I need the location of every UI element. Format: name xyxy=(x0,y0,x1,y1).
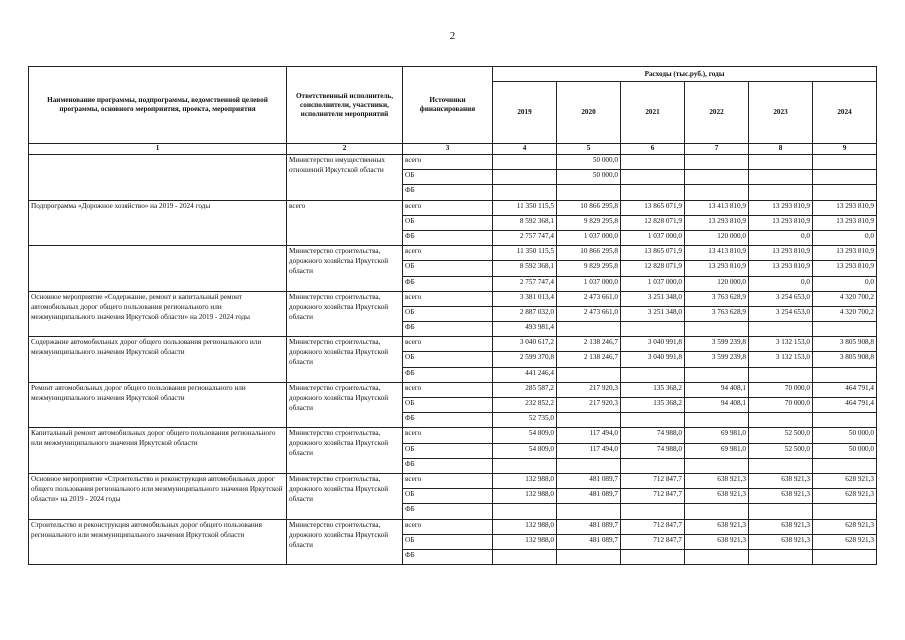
amount-cell: 69 981,0 xyxy=(685,443,749,458)
amount-cell: 3 251 348,0 xyxy=(621,291,685,306)
amount-cell xyxy=(621,170,685,185)
amount-cell: 1 037 000,0 xyxy=(621,276,685,291)
column-number: 1 xyxy=(29,144,287,155)
amount-cell: 3 599 239,8 xyxy=(685,337,749,352)
amount-cell: 135 368,2 xyxy=(621,398,685,413)
amount-cell: 441 246,4 xyxy=(493,367,557,382)
amount-cell xyxy=(685,413,749,428)
amount-cell: 481 089,7 xyxy=(557,473,621,488)
amount-cell: 74 988,0 xyxy=(621,428,685,443)
amount-cell: 117 494,0 xyxy=(557,443,621,458)
amount-cell: 217 920,3 xyxy=(557,398,621,413)
amount-cell: 70 000,0 xyxy=(749,382,813,397)
program-name-cell: Строительство и реконструкция автомобильных дорог общего пользования регионального или межмуниципального значения Иркутской области xyxy=(29,519,287,565)
amount-cell xyxy=(621,458,685,473)
column-number: 4 xyxy=(493,144,557,155)
source-cell: всего xyxy=(403,519,493,534)
column-number: 9 xyxy=(813,144,877,155)
amount-cell xyxy=(813,367,877,382)
table-row xyxy=(29,337,877,352)
amount-cell xyxy=(749,185,813,200)
amount-cell: 10 866 295,8 xyxy=(557,200,621,215)
source-cell: ОБ xyxy=(403,352,493,367)
amount-cell xyxy=(557,322,621,337)
source-cell: всего xyxy=(403,200,493,215)
table-row xyxy=(29,519,877,534)
header-year: 2020 xyxy=(557,82,621,144)
amount-cell xyxy=(557,367,621,382)
amount-cell: 13 413 810,9 xyxy=(685,200,749,215)
source-cell: ОБ xyxy=(403,215,493,230)
amount-cell: 13 293 810,9 xyxy=(813,215,877,230)
table-row xyxy=(29,155,877,170)
executor-cell: Министерство строительства, дорожного хозяйства Иркутской области xyxy=(287,519,403,565)
header-year: 2024 xyxy=(813,82,877,144)
amount-cell: 4 320 700,2 xyxy=(813,306,877,321)
amount-cell: 3 254 653,0 xyxy=(749,291,813,306)
amount-cell: 2 473 661,0 xyxy=(557,306,621,321)
amount-cell: 3 763 628,9 xyxy=(685,291,749,306)
amount-cell: 217 920,3 xyxy=(557,382,621,397)
amount-cell: 712 847,7 xyxy=(621,519,685,534)
program-name-cell: Капитальный ремонт автомобильных дорог общего пользования регионального или межмуниципального значения Иркутской области xyxy=(29,428,287,474)
amount-cell: 13 293 810,9 xyxy=(813,200,877,215)
program-name-cell xyxy=(29,246,287,292)
amount-cell: 1 037 000,0 xyxy=(557,276,621,291)
amount-cell: 135 368,2 xyxy=(621,382,685,397)
amount-cell: 13 293 810,9 xyxy=(813,246,877,261)
amount-cell: 628 921,3 xyxy=(813,519,877,534)
amount-cell: 628 921,3 xyxy=(813,489,877,504)
amount-cell xyxy=(493,458,557,473)
amount-cell xyxy=(621,367,685,382)
amount-cell: 13 293 810,9 xyxy=(749,215,813,230)
amount-cell: 132 988,0 xyxy=(493,519,557,534)
amount-cell: 52 500,0 xyxy=(749,443,813,458)
executor-cell: Министерство имущественных отношений Иркутской области xyxy=(287,155,403,201)
source-cell: ОБ xyxy=(403,261,493,276)
amount-cell: 285 587,2 xyxy=(493,382,557,397)
amount-cell: 2 138 246,7 xyxy=(557,352,621,367)
table-row xyxy=(29,473,877,488)
amount-cell xyxy=(621,413,685,428)
executor-cell: всего xyxy=(287,200,403,246)
amount-cell: 712 847,7 xyxy=(621,473,685,488)
amount-cell: 132 988,0 xyxy=(493,534,557,549)
amount-cell: 13 293 810,9 xyxy=(749,261,813,276)
budget-table xyxy=(28,66,877,565)
source-cell: всего xyxy=(403,246,493,261)
amount-cell: 13 293 810,9 xyxy=(749,200,813,215)
amount-cell: 3 805 908,8 xyxy=(813,337,877,352)
amount-cell: 2 887 032,0 xyxy=(493,306,557,321)
header-expenses: Расходы (тыс.руб.), годы xyxy=(493,67,877,82)
amount-cell: 54 809,0 xyxy=(493,428,557,443)
amount-cell xyxy=(749,458,813,473)
amount-cell: 69 981,0 xyxy=(685,428,749,443)
amount-cell xyxy=(685,322,749,337)
amount-cell: 0,0 xyxy=(813,230,877,245)
source-cell: ОБ xyxy=(403,398,493,413)
amount-cell xyxy=(813,458,877,473)
amount-cell: 70 000,0 xyxy=(749,398,813,413)
amount-cell: 712 847,7 xyxy=(621,534,685,549)
amount-cell: 132 988,0 xyxy=(493,489,557,504)
amount-cell: 13 293 810,9 xyxy=(813,261,877,276)
amount-cell: 3 599 239,8 xyxy=(685,352,749,367)
source-cell: ФБ xyxy=(403,276,493,291)
amount-cell: 3 763 628,9 xyxy=(685,306,749,321)
amount-cell: 628 921,3 xyxy=(813,534,877,549)
amount-cell xyxy=(685,549,749,564)
amount-cell: 3 040 991,8 xyxy=(621,352,685,367)
amount-cell: 50 000,0 xyxy=(557,170,621,185)
table-row xyxy=(29,246,877,261)
amount-cell xyxy=(621,185,685,200)
executor-cell: Министерство строительства, дорожного хозяйства Иркутской области xyxy=(287,428,403,474)
amount-cell xyxy=(749,367,813,382)
header-year: 2021 xyxy=(621,82,685,144)
amount-cell: 2 473 661,0 xyxy=(557,291,621,306)
amount-cell xyxy=(621,155,685,170)
program-name-cell xyxy=(29,155,287,201)
amount-cell xyxy=(749,155,813,170)
source-cell: ФБ xyxy=(403,230,493,245)
source-cell: всего xyxy=(403,382,493,397)
amount-cell xyxy=(685,367,749,382)
amount-cell: 94 408,1 xyxy=(685,398,749,413)
amount-cell: 3 132 153,0 xyxy=(749,337,813,352)
executor-cell: Министерство строительства, дорожного хозяйства Иркутской области xyxy=(287,246,403,292)
program-name-cell: Основное мероприятие «Строительство и реконструкция автомобильных дорог общего пользования регионального или межмуниципального значения Иркутской области» на 2019 - 2024 годы xyxy=(29,473,287,519)
amount-cell: 13 293 810,9 xyxy=(685,261,749,276)
amount-cell: 0,0 xyxy=(749,276,813,291)
amount-cell: 52 735,0 xyxy=(493,413,557,428)
source-cell: ФБ xyxy=(403,504,493,519)
amount-cell: 3 381 013,4 xyxy=(493,291,557,306)
column-number: 6 xyxy=(621,144,685,155)
amount-cell: 13 413 810,9 xyxy=(685,246,749,261)
table-row xyxy=(29,291,877,306)
amount-cell xyxy=(685,170,749,185)
amount-cell xyxy=(813,155,877,170)
source-cell: всего xyxy=(403,428,493,443)
amount-cell: 12 828 071,9 xyxy=(621,261,685,276)
amount-cell: 638 921,3 xyxy=(749,519,813,534)
amount-cell xyxy=(685,458,749,473)
source-cell: ОБ xyxy=(403,306,493,321)
source-cell: всего xyxy=(403,473,493,488)
source-cell: всего xyxy=(403,155,493,170)
amount-cell: 638 921,3 xyxy=(749,489,813,504)
amount-cell: 638 921,3 xyxy=(749,534,813,549)
amount-cell: 2 757 747,4 xyxy=(493,230,557,245)
amount-cell xyxy=(685,185,749,200)
program-name-cell: Ремонт автомобильных дорог общего пользования регионального или межмуниципального значения Иркутской области xyxy=(29,382,287,428)
amount-cell: 50 000,0 xyxy=(813,443,877,458)
column-number: 3 xyxy=(403,144,493,155)
header-executor: Ответственный исполнитель, соисполнители, участники, исполнители мероприятий xyxy=(287,67,403,144)
amount-cell: 1 037 000,0 xyxy=(557,230,621,245)
amount-cell xyxy=(813,170,877,185)
executor-cell: Министерство строительства, дорожного хозяйства Иркутской области xyxy=(287,291,403,337)
amount-cell: 464 791,4 xyxy=(813,382,877,397)
source-cell: ОБ xyxy=(403,534,493,549)
executor-cell: Министерство строительства, дорожного хозяйства Иркутской области xyxy=(287,382,403,428)
amount-cell: 13 293 810,9 xyxy=(749,246,813,261)
amount-cell xyxy=(813,549,877,564)
source-cell: ФБ xyxy=(403,413,493,428)
amount-cell xyxy=(749,413,813,428)
amount-cell: 9 829 295,8 xyxy=(557,215,621,230)
amount-cell xyxy=(749,549,813,564)
amount-cell: 2 757 747,4 xyxy=(493,276,557,291)
source-cell: ОБ xyxy=(403,170,493,185)
amount-cell: 74 988,0 xyxy=(621,443,685,458)
amount-cell: 493 981,4 xyxy=(493,322,557,337)
amount-cell xyxy=(621,504,685,519)
amount-cell: 0,0 xyxy=(813,276,877,291)
amount-cell xyxy=(813,413,877,428)
amount-cell: 712 847,7 xyxy=(621,489,685,504)
amount-cell: 13 865 071,9 xyxy=(621,246,685,261)
amount-cell: 638 921,3 xyxy=(685,534,749,549)
amount-cell: 2 599 370,8 xyxy=(493,352,557,367)
amount-cell xyxy=(557,185,621,200)
amount-cell: 94 408,1 xyxy=(685,382,749,397)
amount-cell xyxy=(749,322,813,337)
amount-cell xyxy=(685,504,749,519)
amount-cell xyxy=(493,170,557,185)
amount-cell: 4 320 700,2 xyxy=(813,291,877,306)
amount-cell: 638 921,3 xyxy=(685,473,749,488)
amount-cell xyxy=(749,170,813,185)
amount-cell: 50 000,0 xyxy=(813,428,877,443)
amount-cell: 13 865 071,9 xyxy=(621,200,685,215)
amount-cell: 638 921,3 xyxy=(749,473,813,488)
header-source: Источники финансирования xyxy=(403,67,493,144)
amount-cell: 3 040 617,2 xyxy=(493,337,557,352)
page-number: 2 xyxy=(449,30,456,42)
amount-cell: 52 500,0 xyxy=(749,428,813,443)
amount-cell: 120 000,0 xyxy=(685,230,749,245)
header-year: 2023 xyxy=(749,82,813,144)
amount-cell: 132 988,0 xyxy=(493,473,557,488)
source-cell: ФБ xyxy=(403,549,493,564)
amount-cell: 0,0 xyxy=(749,230,813,245)
amount-cell: 13 293 810,9 xyxy=(685,215,749,230)
amount-cell: 638 921,3 xyxy=(685,519,749,534)
amount-cell xyxy=(813,185,877,200)
amount-cell xyxy=(813,322,877,337)
table-row xyxy=(29,428,877,443)
amount-cell xyxy=(685,155,749,170)
program-name-cell: Содержание автомобильных дорог общего пользования регионального или межмуниципального значения Иркутской области xyxy=(29,337,287,383)
amount-cell xyxy=(557,458,621,473)
amount-cell: 8 592 368,1 xyxy=(493,215,557,230)
amount-cell: 3 805 908,8 xyxy=(813,352,877,367)
source-cell: ФБ xyxy=(403,185,493,200)
amount-cell: 120 000,0 xyxy=(685,276,749,291)
amount-cell: 11 350 115,5 xyxy=(493,246,557,261)
amount-cell: 628 921,3 xyxy=(813,473,877,488)
amount-cell: 3 254 653,0 xyxy=(749,306,813,321)
source-cell: ФБ xyxy=(403,322,493,337)
source-cell: ФБ xyxy=(403,367,493,382)
amount-cell: 10 866 295,8 xyxy=(557,246,621,261)
amount-cell: 481 089,7 xyxy=(557,489,621,504)
amount-cell: 232 852,2 xyxy=(493,398,557,413)
amount-cell: 3 040 991,8 xyxy=(621,337,685,352)
header-program: Наименование программы, подпрограммы, ведомственной целевой программы, основного мероприятия, проекта, мероприятия xyxy=(29,67,287,144)
amount-cell xyxy=(557,504,621,519)
amount-cell: 8 592 368,1 xyxy=(493,261,557,276)
amount-cell: 9 829 295,8 xyxy=(557,261,621,276)
amount-cell xyxy=(557,549,621,564)
executor-cell: Министерство строительства, дорожного хозяйства Иркутской области xyxy=(287,473,403,519)
amount-cell: 464 791,4 xyxy=(813,398,877,413)
amount-cell xyxy=(493,504,557,519)
amount-cell: 481 089,7 xyxy=(557,519,621,534)
amount-cell: 54 809,0 xyxy=(493,443,557,458)
amount-cell: 3 132 153,0 xyxy=(749,352,813,367)
header-year: 2022 xyxy=(685,82,749,144)
amount-cell: 3 251 348,0 xyxy=(621,306,685,321)
column-number: 8 xyxy=(749,144,813,155)
source-cell: всего xyxy=(403,291,493,306)
source-cell: ФБ xyxy=(403,458,493,473)
column-number: 2 xyxy=(287,144,403,155)
amount-cell: 638 921,3 xyxy=(685,489,749,504)
amount-cell xyxy=(621,549,685,564)
table-row xyxy=(29,382,877,397)
source-cell: ОБ xyxy=(403,443,493,458)
amount-cell xyxy=(813,504,877,519)
source-cell: всего xyxy=(403,337,493,352)
amount-cell: 481 089,7 xyxy=(557,534,621,549)
table-row xyxy=(29,200,877,215)
amount-cell xyxy=(557,413,621,428)
header-year: 2019 xyxy=(493,82,557,144)
amount-cell xyxy=(621,322,685,337)
executor-cell: Министерство строительства, дорожного хозяйства Иркутской области xyxy=(287,337,403,383)
source-cell: ОБ xyxy=(403,489,493,504)
amount-cell xyxy=(493,185,557,200)
amount-cell xyxy=(493,549,557,564)
program-name-cell: Основное мероприятие «Содержание, ремонт и капитальный ремонт автомобильных дорог общего пользования регионального или межмуниципального значения Иркутской области» на 2019 - 2024 годы xyxy=(29,291,287,337)
amount-cell: 12 828 071,9 xyxy=(621,215,685,230)
column-number-row xyxy=(29,144,877,155)
amount-cell: 2 138 246,7 xyxy=(557,337,621,352)
column-number: 5 xyxy=(557,144,621,155)
amount-cell xyxy=(749,504,813,519)
amount-cell: 1 037 000,0 xyxy=(621,230,685,245)
amount-cell: 50 000,0 xyxy=(557,155,621,170)
amount-cell: 117 494,0 xyxy=(557,428,621,443)
amount-cell: 11 350 115,5 xyxy=(493,200,557,215)
column-number: 7 xyxy=(685,144,749,155)
program-name-cell: Подпрограмма «Дорожное хозяйство» на 2019 - 2024 годы xyxy=(29,200,287,246)
amount-cell xyxy=(493,155,557,170)
